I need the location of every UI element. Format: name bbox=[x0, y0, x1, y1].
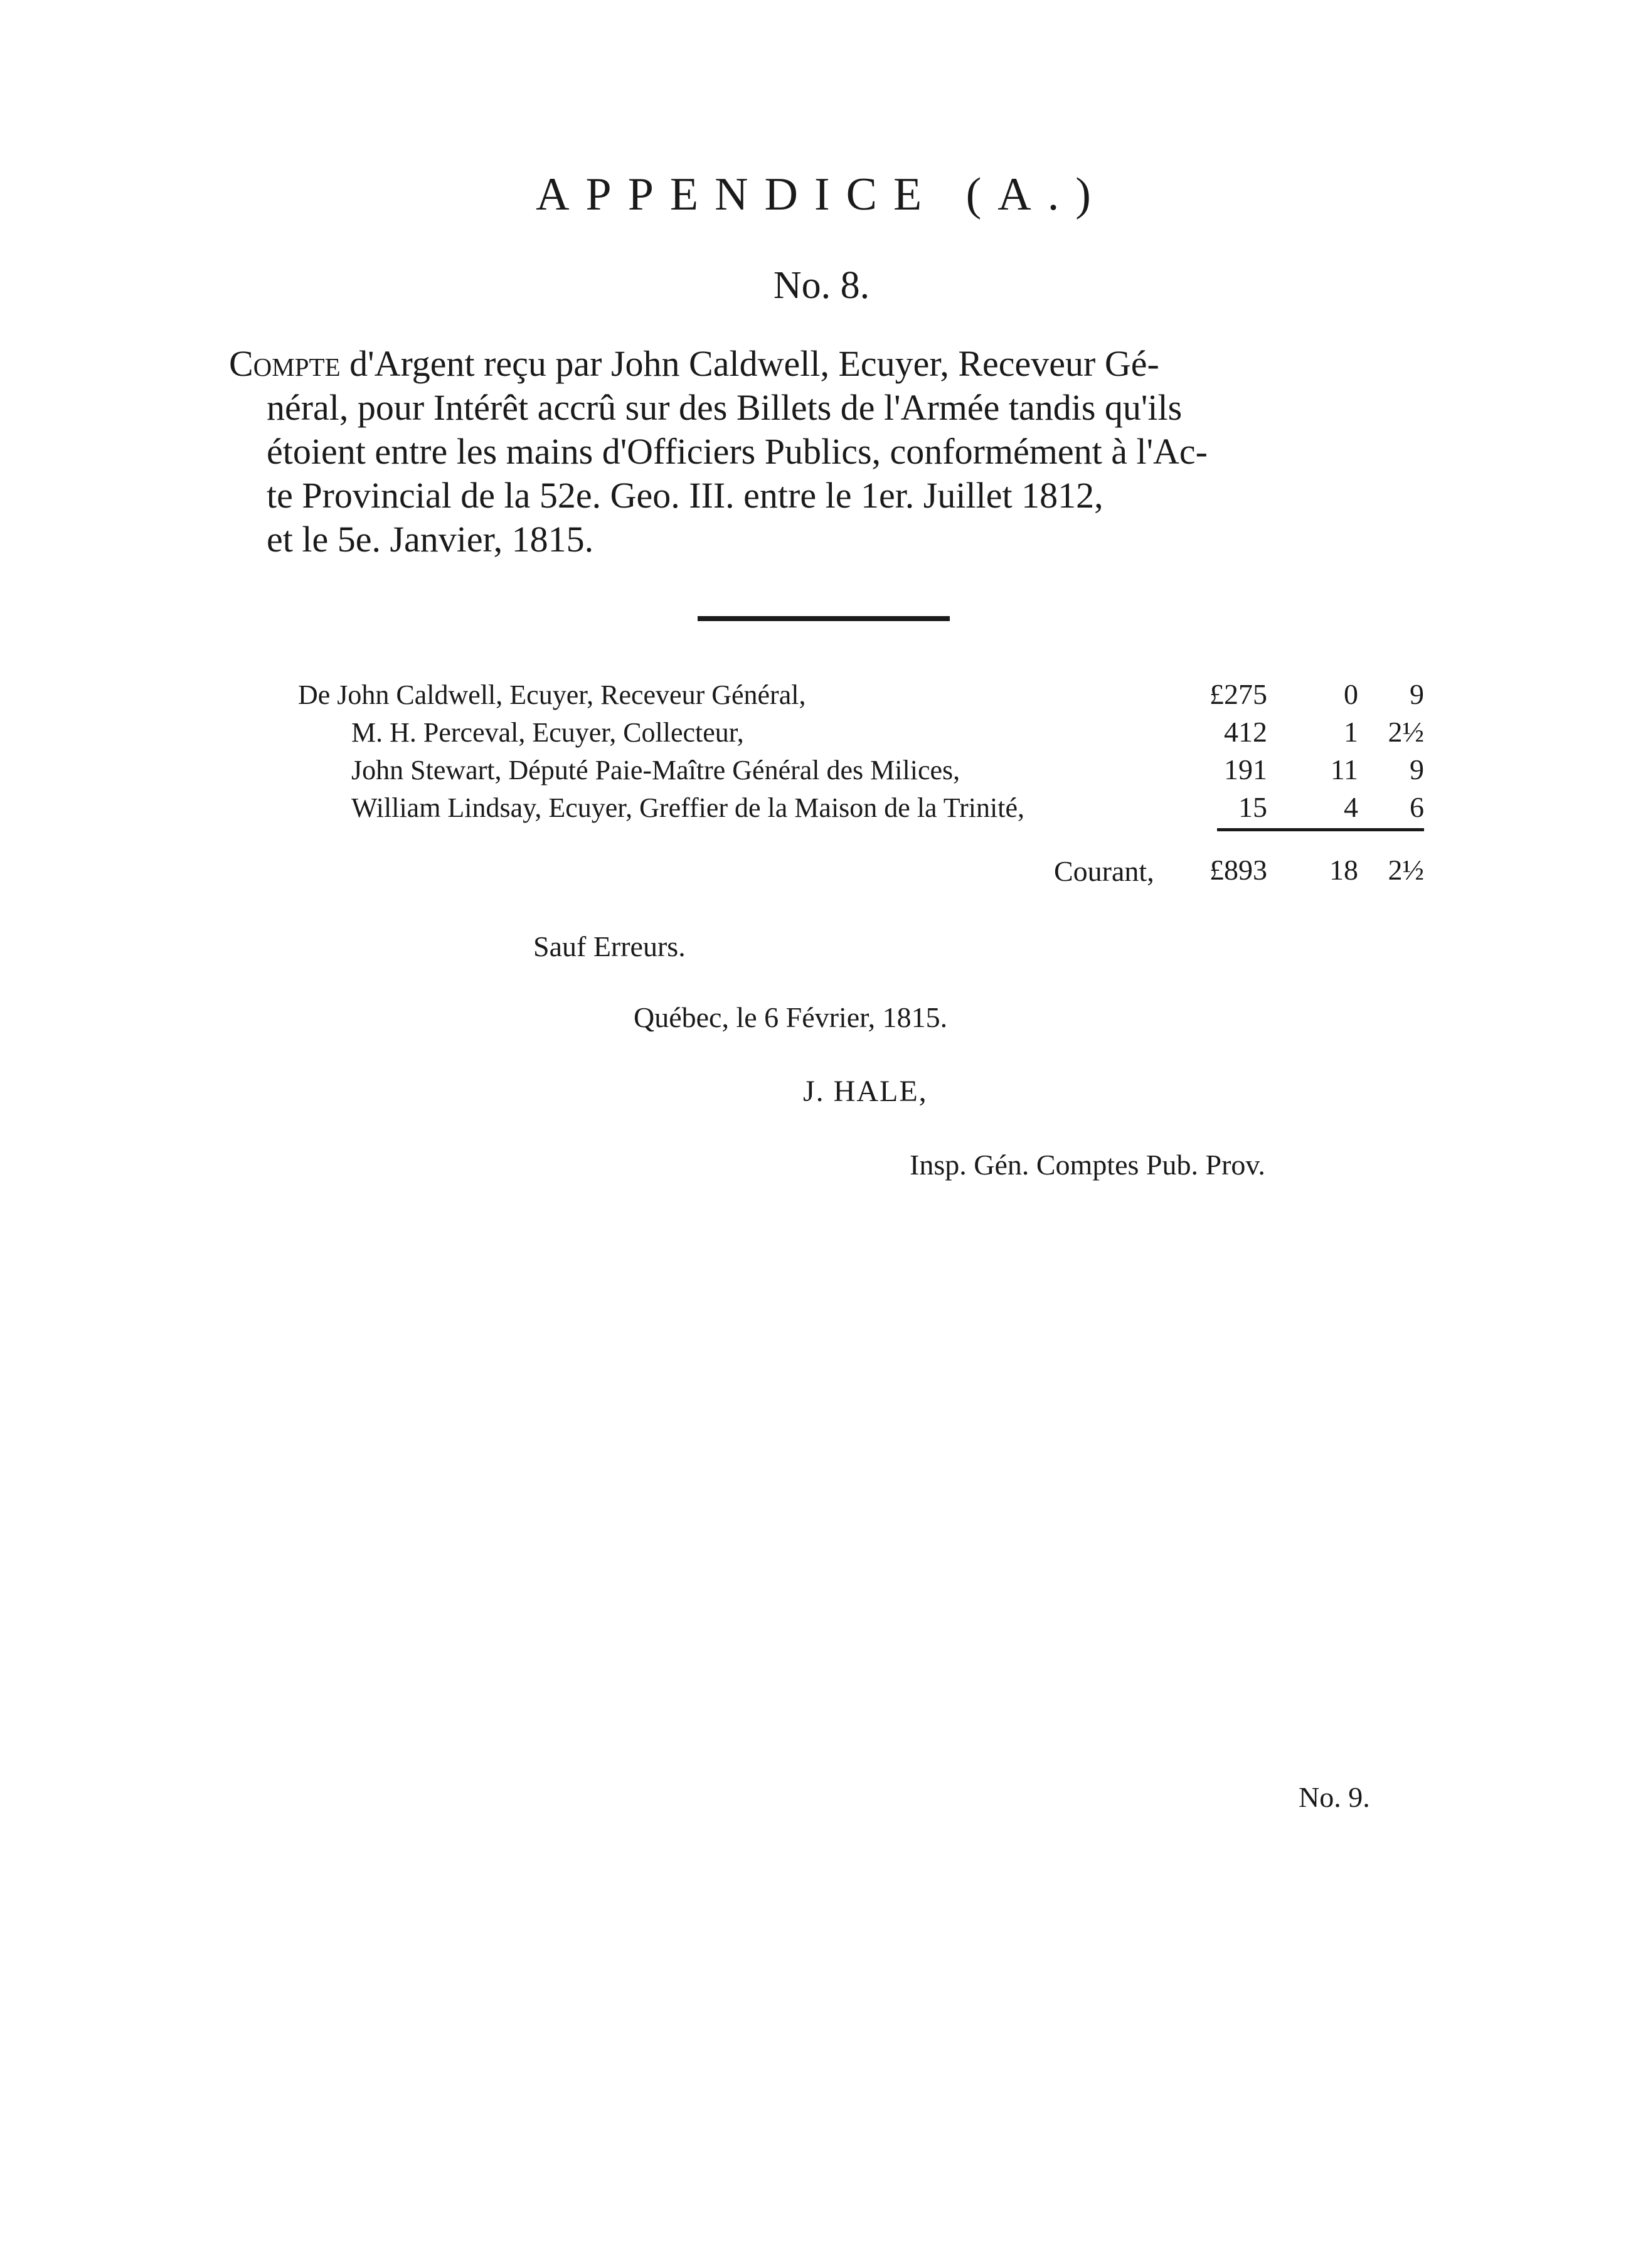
table-row-shillings: 11 bbox=[1330, 753, 1358, 785]
table-row-label: De John Caldwell, Ecuyer, Receveur Général, bbox=[298, 679, 806, 710]
total-pounds: £893 bbox=[1210, 854, 1267, 886]
heading-line-3: étoient entre les mains d'Officiers Publics, conformément à l'Ac- bbox=[267, 431, 1208, 472]
account-heading bbox=[229, 342, 1427, 562]
heading-line-5: et le 5e. Janvier, 1815. bbox=[267, 519, 594, 560]
heading-line-1: Compte d'Argent reçu par John Caldwell, Ecuyer, Receveur Gé- bbox=[229, 343, 1159, 384]
sum-divider bbox=[1217, 828, 1424, 831]
table-row-pounds: £275 bbox=[1210, 678, 1267, 710]
table-row-shillings: 0 bbox=[1344, 678, 1358, 710]
appendix-title: APPENDICE (A.) bbox=[536, 169, 1107, 220]
table-row-shillings: 4 bbox=[1344, 791, 1358, 823]
document-number: No. 8. bbox=[773, 264, 870, 307]
table-row-pence: 9 bbox=[1410, 678, 1424, 710]
heading-line-4: te Provincial de la 52e. Geo. III. entre le 1er. Juillet 1812, bbox=[267, 475, 1103, 516]
place-date: Québec, le 6 Février, 1815. bbox=[634, 1001, 948, 1033]
table-row-shillings: 1 bbox=[1344, 716, 1358, 748]
table-row-pence: 6 bbox=[1410, 791, 1424, 823]
heading-lead: Compte bbox=[229, 343, 341, 384]
signer-title: Insp. Gén. Comptes Pub. Prov. bbox=[910, 1149, 1265, 1181]
table-row-pence: 2½ bbox=[1388, 716, 1424, 748]
heading-line-2: néral, pour Intérêt accrû sur des Billets de l'Armée tandis qu'ils bbox=[267, 387, 1183, 428]
total-pence: 2½ bbox=[1388, 854, 1424, 886]
table-row-label: John Stewart, Député Paie-Maître Général des Milices, bbox=[351, 755, 960, 785]
table-row-pounds: 412 bbox=[1224, 716, 1267, 748]
next-page-number: No. 9. bbox=[1299, 1781, 1370, 1813]
total-label: Courant, bbox=[1054, 855, 1154, 887]
total-shillings: 18 bbox=[1329, 854, 1358, 886]
table-row-pence: 9 bbox=[1410, 753, 1424, 785]
table-row-label: William Lindsay, Ecuyer, Greffier de la Maison de la Trinité, bbox=[351, 792, 1024, 823]
errors-note: Sauf Erreurs. bbox=[533, 930, 686, 962]
table-row-pounds: 191 bbox=[1224, 753, 1267, 785]
heading-divider bbox=[698, 616, 950, 621]
signature: J. HALE, bbox=[803, 1075, 928, 1108]
table-row-label: M. H. Perceval, Ecuyer, Collecteur, bbox=[351, 717, 744, 748]
table-row-pounds: 15 bbox=[1238, 791, 1267, 823]
